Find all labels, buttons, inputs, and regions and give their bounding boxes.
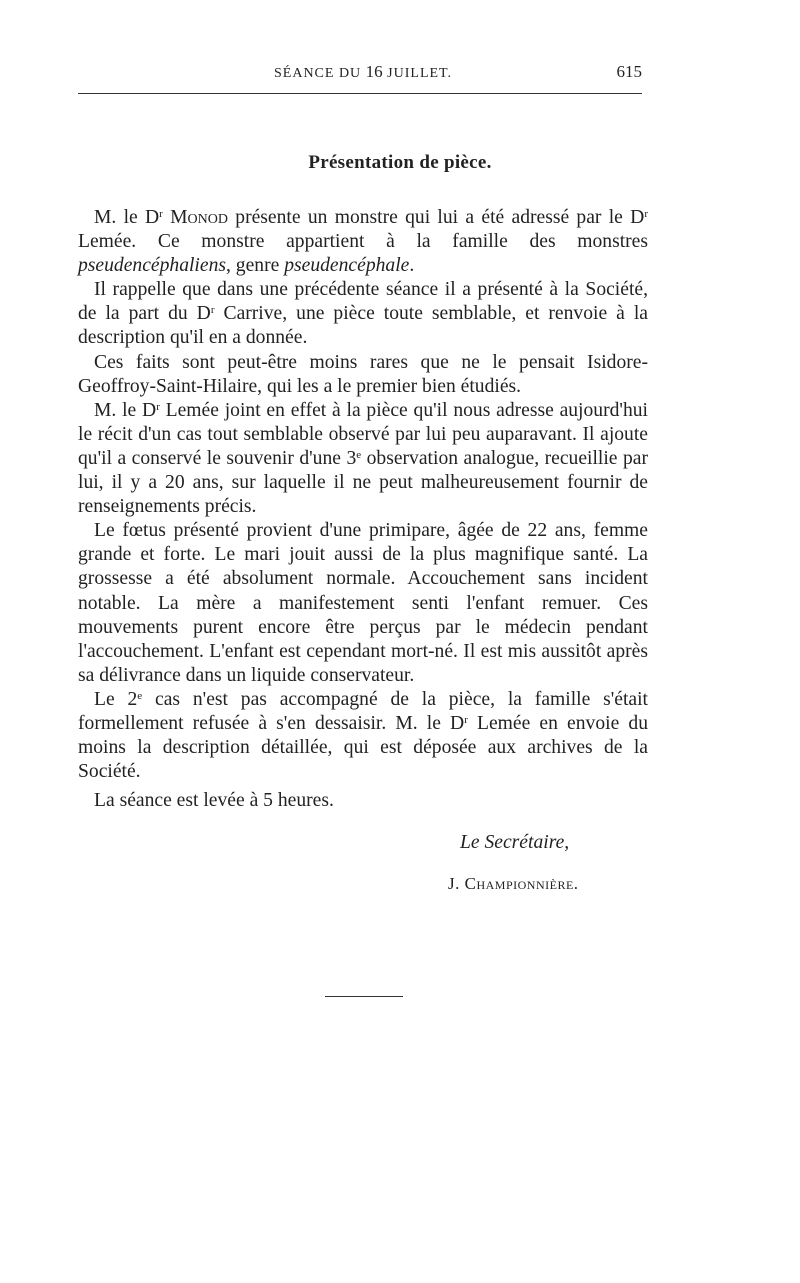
author-name: Monod bbox=[170, 207, 228, 228]
paragraph-6: Le 2e cas n'est pas accompagné de la pièce, la famille s'était formellement refusée à s'en dessaisir. M. le $D^r$ Lemée en envoie du moins la description détaillée, qui est déposée aux archives de la Société. bbox=[78, 688, 648, 783]
end-divider bbox=[325, 996, 403, 997]
running-title: SÉANCE DU 16 JUILLET. bbox=[274, 62, 453, 81]
paragraph-5: Le fœtus présenté provient d'une primipare, âgée de 22 ans, femme grande et forte. Le mari jouit aussi de la plus magnifique santé. La grossesse a été absolument normale. Accouchement sans incident notable. La mère a manifestement senti l'enfant remuer. Ces mouvements purent encore être perçus par le médecin pendant l'accouchement. L'enfant est cependant mort-né. Il est mis aussitôt après sa délivrance dans un liquide conservateur. bbox=[78, 520, 648, 686]
page-number: 615 bbox=[616, 62, 642, 81]
paragraph-4: M. le $D^r$ Lemée joint en effet à la pièce qu'il nous adresse aujourd'hui le récit d'un cas tout semblable observé par lui peu auparavant. Il ajoute qu'il a conservé le souvenir d'une 3e observation analogue, recueillie par lui, il y a 20 ans, sur laquelle il ne peut malheureusement fournir de renseignements précis. bbox=[78, 399, 648, 518]
header-divider bbox=[78, 93, 642, 94]
paragraph-3: Ces faits sont peut-être moins rares que ne le pensait Isidore-Geoffroy-Saint-Hilaire, qui les a le premier bien étudiés. bbox=[78, 351, 648, 397]
running-head bbox=[78, 62, 642, 82]
signature-name: J. Championnière. bbox=[448, 874, 579, 893]
signature-title: Le Secrétaire, bbox=[460, 832, 570, 853]
closing-line: La séance est levée à 5 heures. bbox=[94, 790, 334, 811]
paragraph-2: Il rappelle que dans une précédente séance il a présenté à la Société, de la part du $D^r$ Carrive, une pièce toute semblable, et renvoie à la description qu'il en a donnée. bbox=[78, 279, 648, 349]
paragraph-1: M. le $D^r$ Monod présente un monstre qui lui a été adressé par le $D^r$ Lemée. Ce monstre appartient à la famille des monstres pseudencéphaliens, genre pseudencéphale. bbox=[78, 207, 648, 277]
body-text bbox=[78, 206, 648, 784]
running-title-day: 16 bbox=[365, 62, 383, 81]
section-title: Présentation de pièce. bbox=[308, 152, 492, 173]
